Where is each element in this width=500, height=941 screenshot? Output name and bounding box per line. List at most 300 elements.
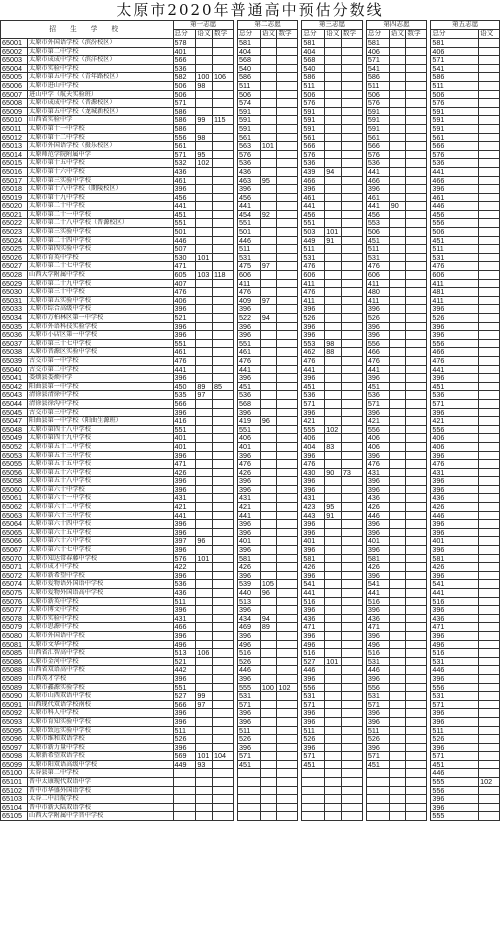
score-cell (325, 124, 342, 133)
score-cell (341, 795, 362, 804)
score-cell: 466 (431, 176, 479, 185)
score-cell (213, 176, 234, 185)
score-cell: 89 (260, 623, 277, 632)
score-cell: 115 (213, 116, 234, 125)
school-code: 65072 (1, 571, 28, 580)
score-cell: 461 (173, 176, 196, 185)
score-cell (196, 193, 213, 202)
score-cell: 561 (302, 133, 325, 142)
school-code: 65015 (1, 159, 28, 168)
score-cell: 396 (237, 331, 260, 340)
score-cell (325, 159, 342, 168)
score-cell (213, 760, 234, 769)
school-name: 太原市成才中学校 (28, 563, 174, 572)
score-cell: 581 (237, 39, 260, 48)
score-cell: 406 (431, 47, 479, 56)
score-cell (325, 176, 342, 185)
score-cell: 516 (366, 649, 389, 658)
score-cell (406, 279, 427, 288)
score-cell (406, 434, 427, 443)
score-cell: 396 (237, 185, 260, 194)
score-cell (406, 752, 427, 761)
score-cell (341, 674, 362, 683)
score-cell (277, 73, 298, 82)
score-cell: 422 (173, 563, 196, 572)
score-cell (406, 623, 427, 632)
score-cell: 421 (173, 503, 196, 512)
score-cell (389, 503, 406, 512)
score-cell (479, 735, 500, 744)
score-cell (213, 245, 234, 254)
score-cell (260, 365, 277, 374)
score-cell (479, 39, 500, 48)
score-cell: 396 (237, 408, 260, 417)
score-cell (302, 786, 325, 795)
school-code: 65044 (1, 399, 28, 408)
score-cell: 506 (237, 90, 260, 99)
table-row (1, 417, 500, 426)
score-cell: 396 (302, 717, 325, 726)
score-cell: 446 (302, 666, 325, 675)
score-cell (341, 133, 362, 142)
score-cell: 396 (366, 374, 389, 383)
score-cell (325, 451, 342, 460)
score-cell (277, 649, 298, 658)
score-cell (341, 391, 362, 400)
score-cell (479, 331, 500, 340)
score-cell: 396 (173, 631, 196, 640)
score-cell (196, 795, 213, 804)
score-cell (325, 314, 342, 323)
score-cell: 97 (260, 262, 277, 271)
score-cell: 466 (366, 176, 389, 185)
score-cell: 516 (302, 649, 325, 658)
subheader-cell: 总分 (302, 30, 325, 39)
table-row (1, 657, 500, 666)
score-cell (277, 185, 298, 194)
score-cell (389, 150, 406, 159)
score-cell: 411 (237, 279, 260, 288)
score-cell: 506 (431, 228, 479, 237)
score-cell (277, 494, 298, 503)
score-cell (260, 167, 277, 176)
score-cell (341, 657, 362, 666)
score-cell (406, 631, 427, 640)
school-name: 太原市第十九中学校 (28, 193, 174, 202)
score-cell (406, 382, 427, 391)
score-cell (260, 73, 277, 82)
score-cell (341, 700, 362, 709)
score-cell: 571 (302, 752, 325, 761)
score-cell (366, 812, 389, 821)
table-row (1, 760, 500, 769)
score-cell (196, 279, 213, 288)
score-cell (173, 812, 196, 821)
score-cell: 441 (302, 589, 325, 598)
score-cell (260, 434, 277, 443)
school-name: 阳曲县第一中学校 (28, 382, 174, 391)
score-cell: 531 (366, 692, 389, 701)
school-name: 太原市育英中学校 (28, 253, 174, 262)
school-column-header: 招 生 学 校 (1, 21, 174, 39)
school-code: 65027 (1, 262, 28, 271)
score-cell (325, 537, 342, 546)
score-cell: 396 (431, 322, 479, 331)
score-cell (479, 589, 500, 598)
score-cell: 471 (302, 623, 325, 632)
subheader-cell: 语文 (261, 30, 276, 38)
score-cell (196, 571, 213, 580)
score-cell (277, 743, 298, 752)
school-name: 山西省实验中学 (28, 116, 174, 125)
score-cell: 446 (431, 202, 479, 211)
score-cell (341, 528, 362, 537)
score-cell (277, 193, 298, 202)
table-row (1, 528, 500, 537)
score-cell (325, 477, 342, 486)
score-cell (213, 803, 234, 812)
score-cell: 540 (237, 64, 260, 73)
score-cell (479, 219, 500, 228)
school-code: 65033 (1, 305, 28, 314)
score-cell (406, 236, 427, 245)
school-name: 太原市第二十四中学校 (28, 236, 174, 245)
school-name: 太原市第五十二中学校 (28, 442, 174, 451)
school-code: 65096 (1, 735, 28, 744)
score-cell (479, 503, 500, 512)
score-cell (479, 116, 500, 125)
score-cell (260, 39, 277, 48)
school-name: 清徐县徐沟中学校 (28, 399, 174, 408)
score-cell: 563 (237, 142, 260, 151)
score-cell (389, 726, 406, 735)
score-cell: 591 (431, 116, 479, 125)
table-row (1, 743, 500, 752)
score-cell (277, 133, 298, 142)
score-cell (213, 623, 234, 632)
score-cell (196, 425, 213, 434)
score-cell: 411 (302, 296, 325, 305)
score-cell (277, 176, 298, 185)
score-cell (260, 477, 277, 486)
score-cell (341, 47, 362, 56)
score-cell (260, 90, 277, 99)
score-cell (406, 657, 427, 666)
score-cell (479, 795, 500, 804)
score-cell (302, 803, 325, 812)
score-cell (277, 563, 298, 572)
school-code: 65013 (1, 142, 28, 151)
score-cell: 466 (302, 176, 325, 185)
score-cell: 406 (302, 434, 325, 443)
score-cell (260, 219, 277, 228)
score-cell (213, 314, 234, 323)
school-name: 太原市第十一中学校 (28, 124, 174, 133)
score-cell (406, 56, 427, 65)
score-cell (389, 219, 406, 228)
score-cell (213, 133, 234, 142)
score-cell: 436 (173, 589, 196, 598)
score-cell: 476 (302, 262, 325, 271)
score-cell: 396 (173, 185, 196, 194)
score-cell (213, 339, 234, 348)
table-row (1, 382, 500, 391)
score-cell (389, 228, 406, 237)
score-cell (213, 537, 234, 546)
score-cell (406, 589, 427, 598)
score-cell: 91 (325, 511, 342, 520)
score-cell: 532 (173, 159, 196, 168)
score-cell (389, 399, 406, 408)
score-cell (277, 735, 298, 744)
score-cell (277, 606, 298, 615)
score-cell: 531 (237, 692, 260, 701)
score-cell: 476 (302, 356, 325, 365)
score-cell (389, 511, 406, 520)
score-cell: 571 (237, 700, 260, 709)
score-cell: 471 (431, 623, 479, 632)
score-cell (389, 296, 406, 305)
score-cell: 476 (237, 460, 260, 469)
score-cell (277, 623, 298, 632)
score-cell (325, 279, 342, 288)
table-row (1, 649, 500, 658)
score-cell: 441 (237, 365, 260, 374)
score-cell (366, 769, 389, 778)
score-cell: 556 (302, 683, 325, 692)
score-cell (277, 296, 298, 305)
score-cell: 449 (173, 760, 196, 769)
school-code: 65030 (1, 288, 28, 297)
score-cell: 441 (173, 202, 196, 211)
score-cell: 456 (366, 210, 389, 219)
score-cell (341, 382, 362, 391)
score-cell (325, 520, 342, 529)
score-cell: 431 (302, 494, 325, 503)
score-cell (196, 305, 213, 314)
score-cell (325, 786, 342, 795)
score-cell: 556 (173, 133, 196, 142)
score-cell: 97 (260, 296, 277, 305)
table-row (1, 546, 500, 555)
score-cell (277, 314, 298, 323)
score-cell (196, 666, 213, 675)
score-cell (341, 348, 362, 357)
score-cell: 396 (173, 528, 196, 537)
score-cell (260, 606, 277, 615)
score-cell: 531 (431, 692, 479, 701)
score-cell (479, 666, 500, 675)
score-cell: 431 (173, 614, 196, 623)
score-cell: 586 (302, 73, 325, 82)
school-code: 65028 (1, 271, 28, 280)
school-name: 太原市综合高级中学校 (28, 305, 174, 314)
score-cell (406, 563, 427, 572)
school-name: 太原市第五十五中学校 (28, 460, 174, 469)
score-cell: 521 (173, 657, 196, 666)
score-cell: 102 (479, 778, 500, 787)
score-cell (341, 271, 362, 280)
score-cell (389, 589, 406, 598)
score-cell (325, 133, 342, 142)
score-cell: 480 (366, 288, 389, 297)
score-cell: 401 (173, 442, 196, 451)
score-cell (277, 537, 298, 546)
score-cell: 506 (173, 81, 196, 90)
score-cell (341, 692, 362, 701)
score-cell: 461 (366, 193, 389, 202)
table-row (1, 64, 500, 73)
header-row (1, 21, 500, 30)
score-cell: 581 (366, 39, 389, 48)
table-row (1, 485, 500, 494)
score-cell (277, 442, 298, 451)
score-cell (479, 279, 500, 288)
score-cell (479, 520, 500, 529)
table-row (1, 554, 500, 563)
score-cell: 396 (237, 305, 260, 314)
table-row (1, 339, 500, 348)
score-cell: 396 (237, 546, 260, 555)
score-cell: 441 (173, 365, 196, 374)
score-cell (260, 692, 277, 701)
score-cell (341, 228, 362, 237)
score-cell (213, 279, 234, 288)
score-cell (479, 554, 500, 563)
score-cell (196, 408, 213, 417)
score-cell (389, 210, 406, 219)
table-row (1, 683, 500, 692)
score-cell (479, 262, 500, 271)
score-cell (325, 185, 342, 194)
score-cell (260, 271, 277, 280)
score-cell: 396 (302, 571, 325, 580)
score-cell: 511 (173, 597, 196, 606)
score-cell: 401 (302, 537, 325, 546)
school-name: 太原市第二十九中学校 (28, 279, 174, 288)
score-cell: 101 (196, 554, 213, 563)
score-cell (341, 571, 362, 580)
score-cell: 536 (302, 391, 325, 400)
score-cell: 396 (173, 546, 196, 555)
score-cell (406, 580, 427, 589)
score-cell (479, 296, 500, 305)
school-name: 太原市第五实验中学校 (28, 296, 174, 305)
score-cell (213, 460, 234, 469)
score-cell: 576 (173, 554, 196, 563)
score-cell: 426 (302, 563, 325, 572)
score-cell (277, 631, 298, 640)
school-name: 太原市阳双语高级中学校 (28, 760, 174, 769)
score-cell (260, 107, 277, 116)
score-cell (213, 485, 234, 494)
score-cell (406, 124, 427, 133)
score-cell (277, 408, 298, 417)
score-cell (341, 56, 362, 65)
score-cell: 536 (302, 159, 325, 168)
score-cell: 89 (196, 382, 213, 391)
score-cell: 106 (196, 649, 213, 658)
score-cell: 396 (173, 477, 196, 486)
score-cell (213, 477, 234, 486)
score-cell (213, 571, 234, 580)
score-cell (260, 769, 277, 778)
choice-header: 第五志愿 (431, 21, 500, 30)
score-cell (389, 124, 406, 133)
score-cell: 511 (366, 81, 389, 90)
school-name: 晋中太康现代双语中学 (28, 778, 174, 787)
school-code: 65093 (1, 717, 28, 726)
score-cell (366, 778, 389, 787)
score-cell (277, 778, 298, 787)
score-cell (196, 743, 213, 752)
score-cell (325, 528, 342, 537)
score-cell (325, 571, 342, 580)
score-cell (277, 425, 298, 434)
school-code: 65045 (1, 408, 28, 417)
score-cell: 99 (196, 692, 213, 701)
table-row (1, 279, 500, 288)
school-name: 太原市第三十七中学校 (28, 339, 174, 348)
score-cell: 396 (237, 606, 260, 615)
score-cell: 571 (431, 56, 479, 65)
score-cell (260, 408, 277, 417)
score-cell: 446 (431, 769, 479, 778)
score-cell (479, 726, 500, 735)
score-cell: 396 (173, 451, 196, 460)
score-cell (389, 623, 406, 632)
score-cell: 581 (366, 554, 389, 563)
table-row (1, 700, 500, 709)
score-cell (406, 494, 427, 503)
score-cell (341, 185, 362, 194)
score-cell: 471 (173, 460, 196, 469)
school-name: 太原市第四十九中学校 (28, 434, 174, 443)
school-name: 进山中学（航天实验班） (28, 90, 174, 99)
score-cell: 396 (302, 520, 325, 529)
school-name: 山西英才学校 (28, 674, 174, 683)
table-row (1, 786, 500, 795)
score-cell (389, 631, 406, 640)
score-cell (341, 107, 362, 116)
score-cell (260, 700, 277, 709)
score-cell (173, 769, 196, 778)
score-cell: 553 (302, 339, 325, 348)
score-cell (277, 468, 298, 477)
score-cell: 396 (431, 477, 479, 486)
school-name: 太原市鑫源实验学校 (28, 683, 174, 692)
score-cell (260, 468, 277, 477)
score-cell: 511 (366, 726, 389, 735)
score-cell: 527 (302, 657, 325, 666)
score-cell (406, 219, 427, 228)
table-row (1, 726, 500, 735)
score-cell (406, 73, 427, 82)
score-cell (196, 812, 213, 821)
score-cell (196, 434, 213, 443)
score-cell (325, 73, 342, 82)
score-cell: 586 (173, 116, 196, 125)
score-cell: 396 (237, 528, 260, 537)
score-cell (260, 812, 277, 821)
score-cell: 118 (213, 271, 234, 280)
score-cell (260, 451, 277, 460)
score-cell: 90 (325, 468, 342, 477)
score-cell: 551 (302, 219, 325, 228)
score-cell (196, 735, 213, 744)
table-row (1, 778, 500, 787)
subheader-cell: 语文 (390, 30, 404, 38)
